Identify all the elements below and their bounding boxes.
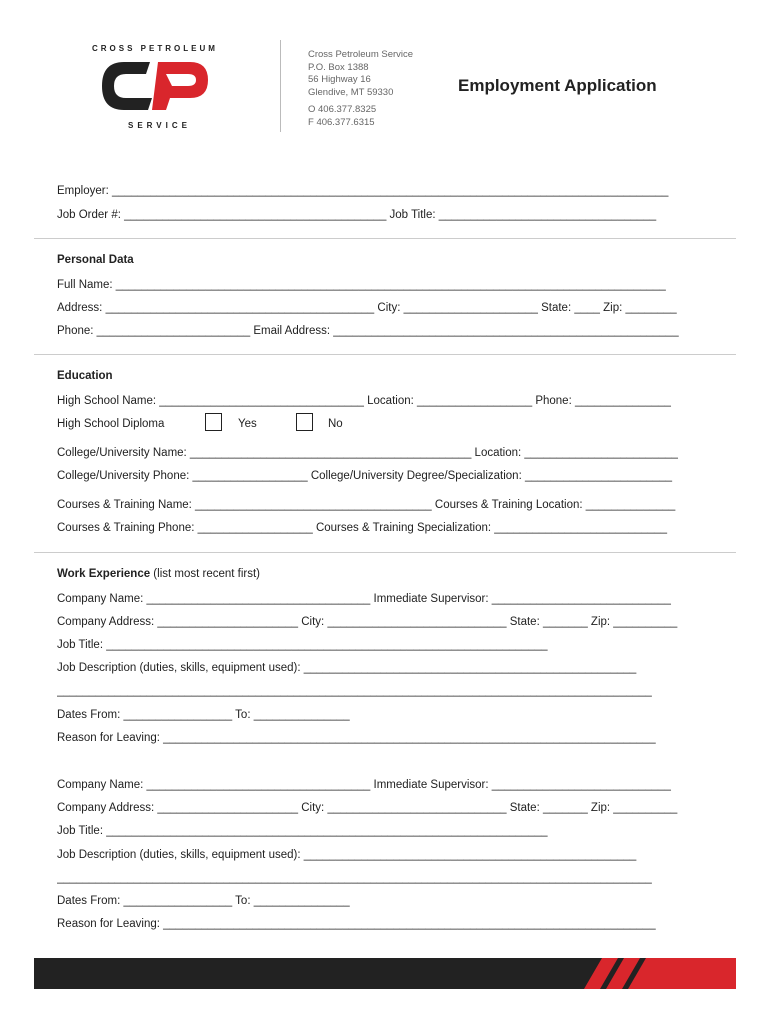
job-title-field[interactable]: Job Title: _____________________________________________________________________ — [57, 639, 548, 651]
job-description-line-2[interactable]: _____________________________________________________________________________________________ — [57, 685, 652, 697]
divider — [34, 238, 736, 239]
diploma-no-checkbox[interactable] — [296, 413, 313, 431]
phone-field[interactable]: Phone: ________________________ Email Address: ______________________________________________________ — [57, 325, 679, 337]
address-name: Cross Petroleum Service — [308, 49, 414, 60]
job-description-field[interactable]: Job Description (duties, skills, equipment used): ____________________________________________________ — [57, 849, 637, 861]
divider — [34, 552, 736, 553]
company-name-field[interactable]: Company Name: ___________________________________ Immediate Supervisor: ____________________________ — [57, 779, 671, 791]
job-order-field[interactable]: Job Order #: _________________________________________ Job Title: __________________________________ — [57, 209, 657, 221]
logo-bottom-text: SERVICE — [128, 121, 191, 130]
college-phone-field[interactable]: College/University Phone: __________________ College/University Degree/Specialization: _______________________ — [57, 470, 673, 482]
job-description-line-2[interactable]: _____________________________________________________________________________________________ — [57, 872, 652, 884]
address-po-box: P.O. Box 1388 — [308, 61, 369, 73]
company-address-field[interactable]: Company Address: ______________________ City: ____________________________ State: _______ Zip: __________ — [57, 616, 678, 628]
footer-band — [34, 958, 736, 989]
header-divider — [280, 40, 281, 132]
full-name-field[interactable]: Full Name: ______________________________________________________________________________________ — [57, 279, 666, 291]
job-description-field[interactable]: Job Description (duties, skills, equipment used): ____________________________________________________ — [57, 662, 637, 674]
company-address-field[interactable]: Company Address: ______________________ City: ____________________________ State: _______ Zip: __________ — [57, 802, 678, 814]
logo-top-text: CROSS PETROLEUM — [92, 44, 218, 53]
diploma-label: High School Diploma — [57, 418, 165, 430]
address-city: Glendive, MT 59330 — [308, 86, 394, 98]
diploma-yes-checkbox[interactable] — [205, 413, 222, 431]
employer-field[interactable]: Employer: _______________________________________________________________________________________ — [57, 185, 669, 197]
page-title: Employment Application — [458, 76, 657, 95]
diploma-yes-label: Yes — [238, 418, 257, 430]
work-experience-heading — [57, 568, 260, 580]
office-phone: O 406.377.8325 — [308, 104, 377, 115]
high-school-field[interactable]: High School Name: ________________________________ Location: __________________ Phone: _______________ — [57, 395, 671, 407]
company-address — [308, 49, 413, 99]
work-heading-note: (list most recent first) — [150, 568, 261, 580]
diploma-no-label: No — [328, 418, 343, 430]
reason-for-leaving-field[interactable]: Reason for Leaving: _____________________________________________________________________________ — [57, 918, 656, 930]
footer-stripes — [34, 958, 736, 989]
job-title-field[interactable]: Job Title: _____________________________________________________________________ — [57, 825, 548, 837]
college-name-field[interactable]: College/University Name: ____________________________________________ Location: ________________________ — [57, 447, 678, 459]
company-name-field[interactable]: Company Name: ___________________________________ Immediate Supervisor: ____________________________ — [57, 593, 671, 605]
courses-phone-field[interactable]: Courses & Training Phone: __________________ Courses & Training Specialization: ___________________________ — [57, 522, 667, 534]
education-heading: Education — [57, 370, 113, 382]
address-field[interactable]: Address: __________________________________________ City: _____________________ State: ____ Zip: ________ — [57, 302, 677, 314]
dates-field[interactable]: Dates From: _________________ To: _______________ — [57, 709, 350, 721]
courses-name-field[interactable]: Courses & Training Name: _____________________________________ Courses & Training Location: ______________ — [57, 499, 676, 511]
cp-logo — [98, 58, 212, 115]
reason-for-leaving-field[interactable]: Reason for Leaving: _____________________________________________________________________________ — [57, 732, 656, 744]
work-heading-text: Work Experience — [57, 568, 151, 580]
address-street: 56 Highway 16 — [308, 74, 371, 85]
fax-number: F 406.377.6315 — [308, 116, 375, 128]
personal-data-heading: Personal Data — [57, 254, 134, 266]
dates-field[interactable]: Dates From: _________________ To: _______________ — [57, 895, 350, 907]
company-contact — [308, 104, 376, 129]
divider — [34, 354, 736, 355]
